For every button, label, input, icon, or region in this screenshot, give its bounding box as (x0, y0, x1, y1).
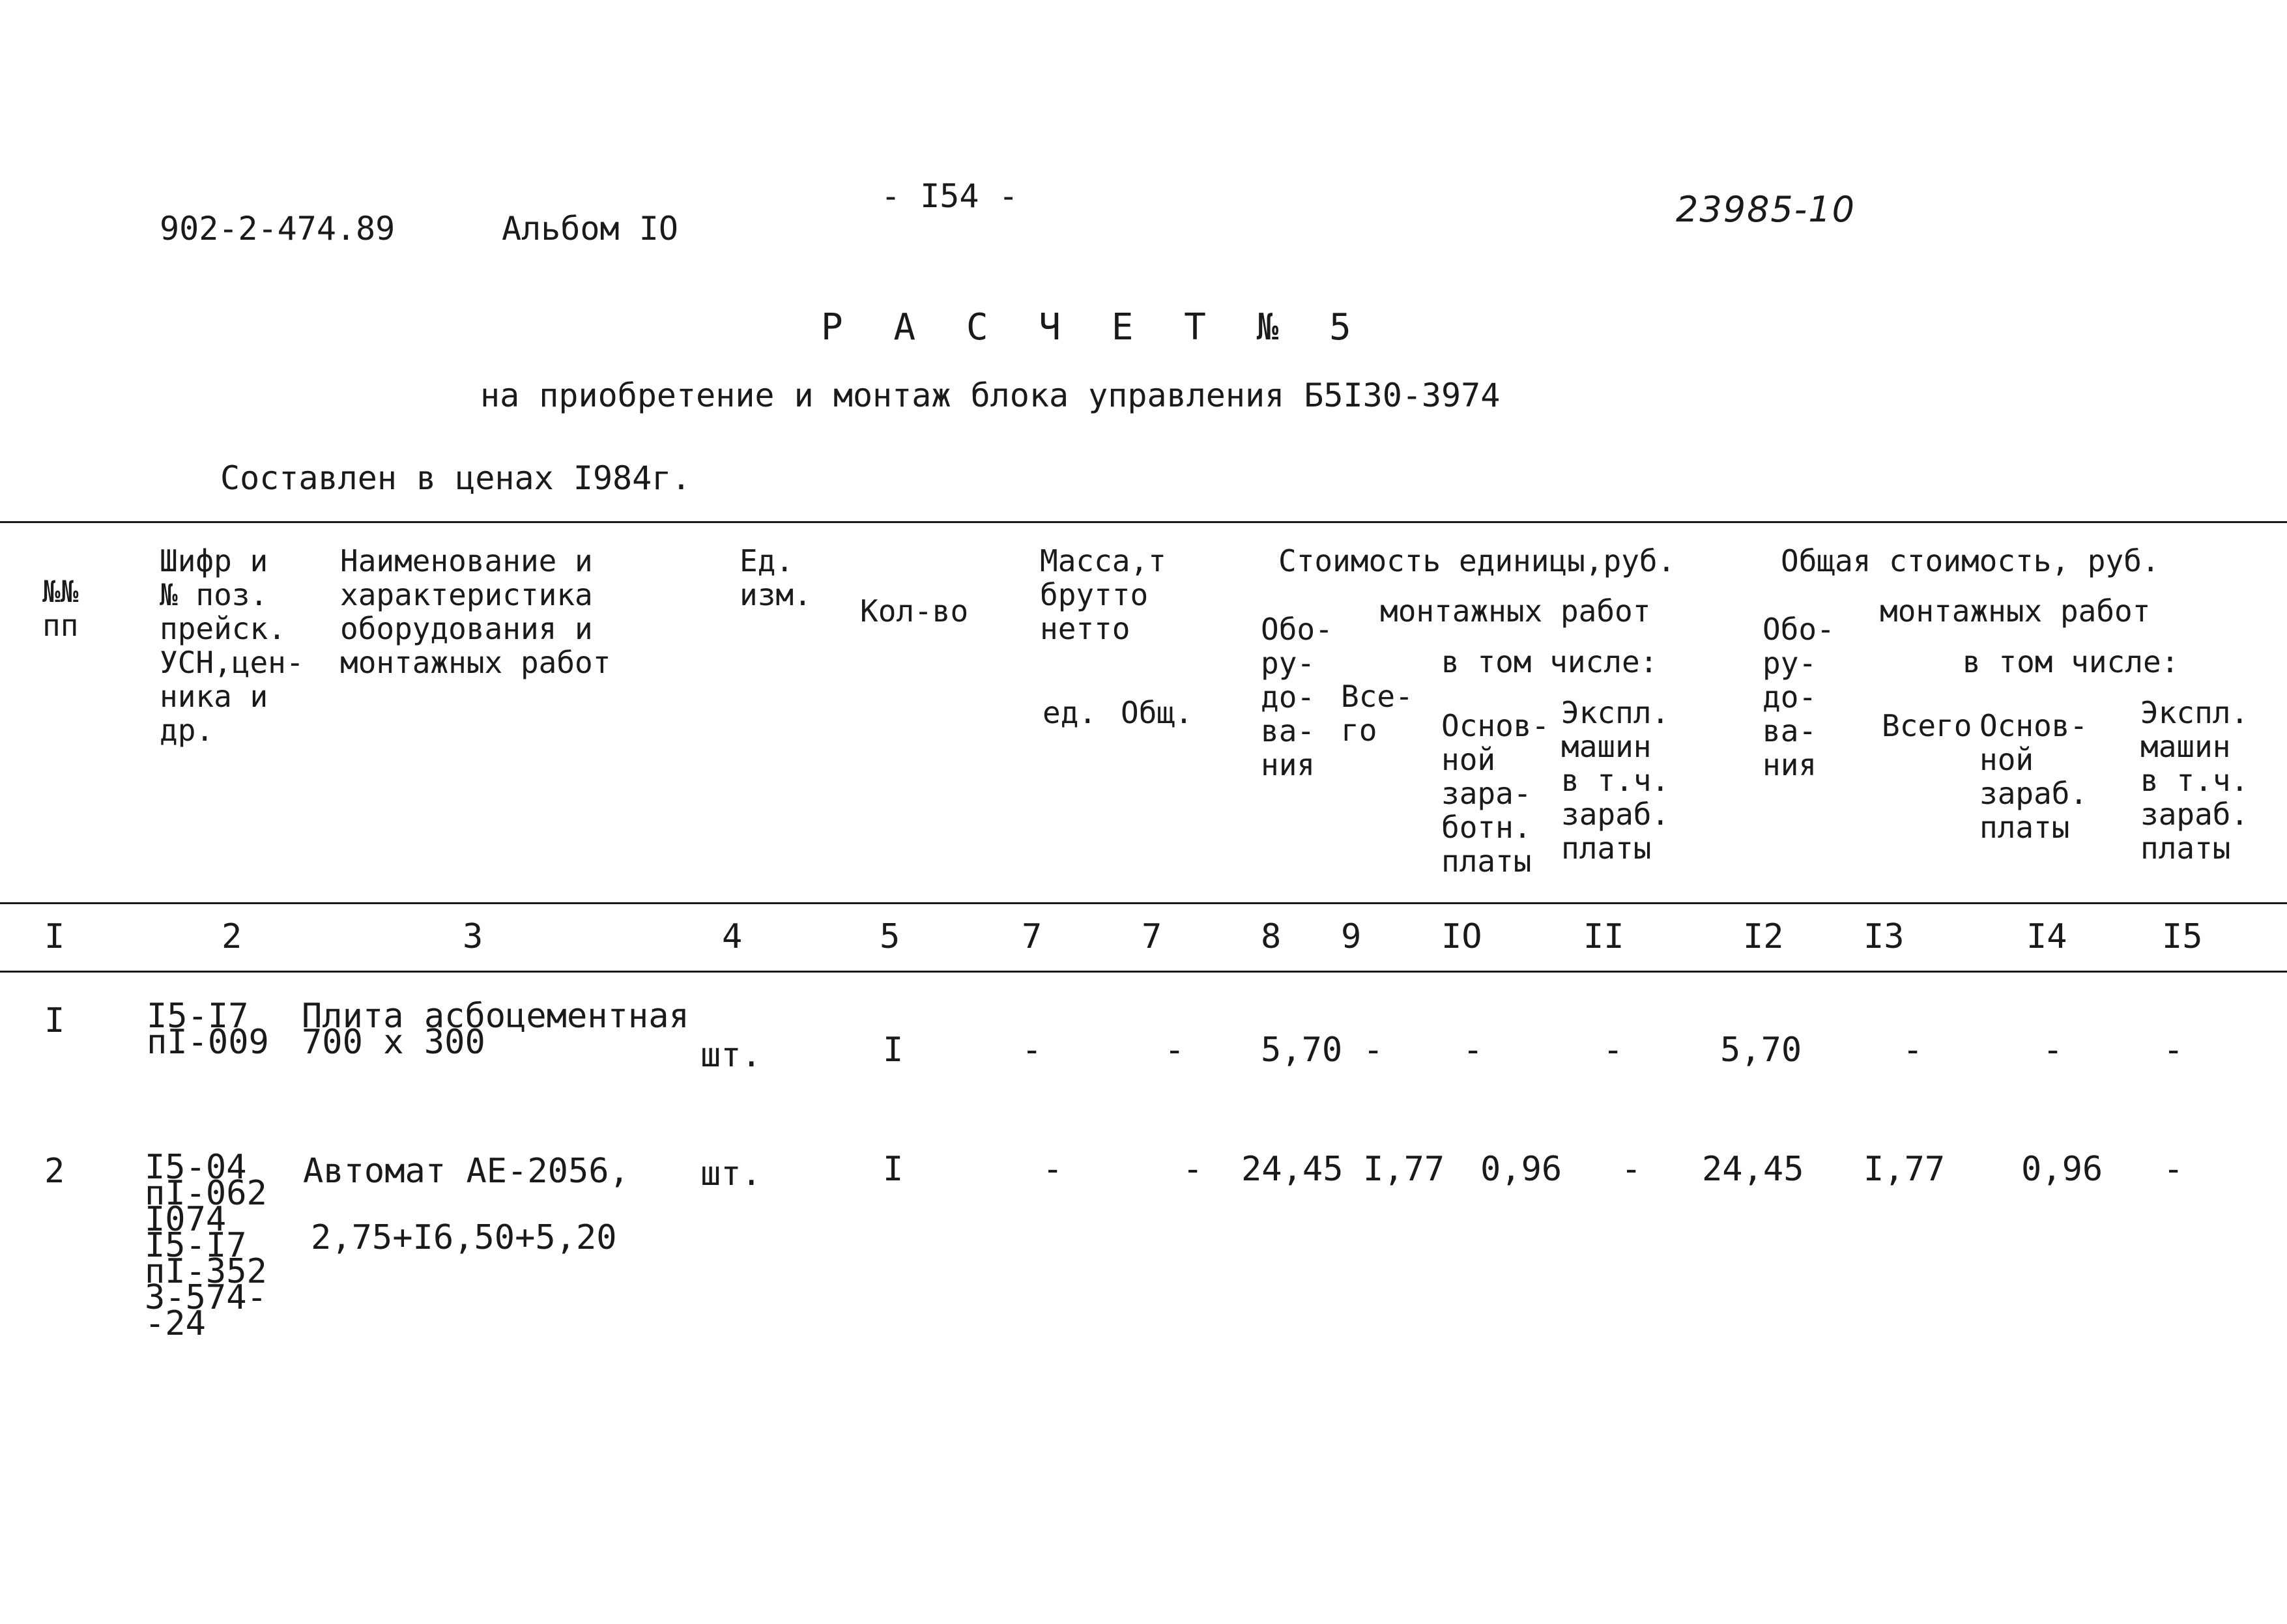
stamp-number: 23985-10 (1676, 189, 1856, 230)
row-unit: шт. (700, 1036, 762, 1075)
column-number: I (44, 917, 65, 956)
document-subtitle: на приобретение и монтаж блока управления Б5I30-3974 (480, 377, 1501, 414)
row-total-install-total: I,77 (1863, 1150, 1946, 1189)
header-unit-install-total: Все- го (1341, 679, 1413, 748)
column-number: II (1583, 917, 1624, 956)
row-mass-total: - (1164, 1031, 1185, 1070)
column-number: 3 (463, 917, 483, 956)
column-number: IO (1441, 917, 1482, 956)
row-unit-install-total: - (1363, 1031, 1384, 1070)
row-mass-unit: - (1043, 1150, 1063, 1189)
document-code: 902-2-474.89 (160, 210, 396, 248)
row-unit-equipment: 24,45 (1241, 1150, 1344, 1189)
header-total-wages: Основ- ной зараб. платы (1979, 708, 2088, 845)
header-total-machines: Экспл. машин в т.ч. зараб. платы (2140, 695, 2249, 866)
column-number: I3 (1863, 917, 1905, 956)
header-total-install-total: Всего (1882, 708, 1972, 743)
header-name: Наименование и характеристика оборудования и монтажных работ (340, 543, 611, 680)
row-total-equipment: 5,70 (1720, 1031, 1802, 1070)
column-number: 9 (1341, 917, 1362, 956)
row-mass-total: - (1183, 1150, 1203, 1189)
row-total-machines: - (2163, 1031, 2184, 1070)
row-unit-machines: - (1621, 1150, 1642, 1189)
column-number: I4 (2026, 917, 2067, 956)
row-name: Автомат АЕ-2056, (303, 1152, 629, 1191)
header-row-number: №№ пп (42, 574, 79, 643)
row-total-install-total: - (1903, 1031, 1923, 1070)
column-number: 7 (1022, 917, 1043, 956)
column-number: 5 (880, 917, 900, 956)
row-total-machines: - (2163, 1150, 2184, 1189)
column-number: 2 (222, 917, 242, 956)
row-number: 2 (44, 1152, 65, 1191)
header-unit-cost-group: Стоимость единицы,руб. (1278, 543, 1676, 578)
column-number: 8 (1261, 917, 1282, 956)
album-label: Альбом IO (502, 210, 678, 248)
header-unit-equipment: Обо- ру- до- ва- ния (1261, 612, 1333, 782)
row-code: I5-04 пI-062 I074 I5-I7 пI-352 3-574- -24 (145, 1148, 267, 1343)
header-code: Шифр и № поз. прейск. УСН,цен- ника и др. (160, 543, 304, 748)
header-total-equipment: Обо- ру- до- ва- ния (1762, 612, 1835, 782)
row-quantity: I (883, 1150, 904, 1189)
row-total-wages: - (2043, 1031, 2064, 1070)
table-top-rule (0, 521, 2287, 523)
column-number: I5 (2162, 917, 2203, 956)
header-unit-wages: Основ- ной зара- ботн. платы (1441, 708, 1550, 879)
header-unit-install-group: монтажных работ (1380, 593, 1651, 629)
header-mass-total: Общ. (1121, 695, 1193, 730)
row-unit-machines: - (1603, 1031, 1624, 1070)
row-unit-wages: - (1463, 1031, 1484, 1070)
header-unit: Ед. изм. (740, 543, 812, 612)
row-unit-install-total: I,77 (1363, 1150, 1445, 1189)
page-number: - I54 - (881, 177, 1018, 215)
column-number: I2 (1743, 917, 1784, 956)
numbers-bottom-rule (0, 971, 2287, 973)
document-title: Р А С Ч Е Т № 5 (821, 306, 1366, 349)
header-bottom-rule (0, 902, 2287, 904)
row-unit: шт. (700, 1154, 762, 1193)
row-name: Плита асбоцементная 700 х 300 (302, 997, 689, 1062)
row-name-extra: 2,75+I6,50+5,20 (311, 1218, 617, 1257)
header-quantity: Кол-во (860, 593, 969, 629)
prices-note: Составлен в ценах I984г. (220, 459, 691, 497)
header-total-cost-group: Общая стоимость, руб. (1781, 543, 2160, 578)
row-mass-unit: - (1022, 1031, 1043, 1070)
row-total-wages: 0,96 (2021, 1150, 2103, 1189)
row-quantity: I (883, 1031, 904, 1070)
header-unit-machines: Экспл. машин в т.ч. зараб. платы (1561, 695, 1670, 866)
row-total-equipment: 24,45 (1702, 1150, 1804, 1189)
row-unit-equipment: 5,70 (1261, 1031, 1343, 1070)
header-mass-unit: ед. (1043, 695, 1097, 730)
header-total-install-group: монтажных работ (1880, 593, 2151, 629)
header-unit-incl: в том числе: (1441, 644, 1658, 679)
header-mass: Масса,т брутто нетто (1040, 543, 1166, 646)
row-number: I (44, 1001, 65, 1040)
column-number: 4 (722, 917, 743, 956)
row-code: I5-I7 пI-009 (147, 997, 269, 1062)
row-unit-wages: 0,96 (1480, 1150, 1562, 1189)
header-total-incl: в том числе: (1963, 644, 2179, 679)
column-number: 7 (1142, 917, 1162, 956)
